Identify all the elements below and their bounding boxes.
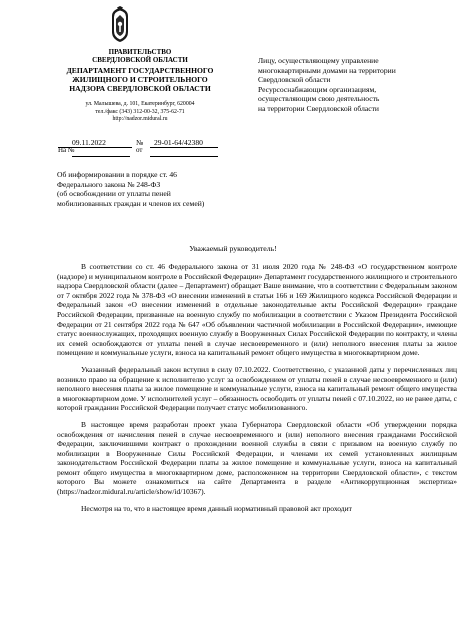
department-line-1: ДЕПАРТАМЕНТ ГОСУДАРСТВЕННОГО — [66, 66, 214, 75]
department-line-3: НАДЗОРА СВЕРДЛОВСКОЙ ОБЛАСТИ — [69, 84, 211, 93]
government-line-2: СВЕРДЛОВСКОЙ ОБЛАСТИ — [92, 56, 188, 64]
reference-number-label: На № — [58, 146, 75, 154]
letter-date: 09.11.2022 — [72, 138, 106, 147]
greeting: Уважаемый руководитель! — [189, 244, 277, 253]
body-paragraph: Указанный федеральный закон вступил в силу 07.10.2022. Соответственно, с указанной даты у перечисленных лиц возникло право на обращение к исполнителю услуг за освобождением от уплаты пеней в случае несвоевременного и (или) неполного внесения платы за жилое помещение и коммунальные услуги, взноса на капитальный ремонт общего имущества в многоквартирном доме. У исполнителей услуг – обязанность освободить от уплаты пеней с 07.10.2022, но не ранее даты, с которой гражданин Российской Федерации получает статус мобилизованного. — [57, 364, 457, 413]
letter-number: 29-01-64/42380 — [154, 138, 203, 147]
address-line-3: http://nadzor.midural.ru — [112, 116, 168, 122]
department-address — [40, 101, 240, 124]
subject-line: Об информировании в порядке ст. 46 — [57, 170, 177, 179]
number-underline — [150, 147, 218, 148]
address-line-1: ул. Малышева, д. 101, Екатеринбург, 620004 — [85, 101, 195, 107]
government-line-1: ПРАВИТЕЛЬСТВО — [108, 48, 172, 56]
reference-number-underline — [72, 156, 130, 157]
recipient-line: многоквартирными домами на территории — [258, 65, 396, 75]
body-paragraph: В настоящее время разработан проект указа Губернатора Свердловской области «Об утверждении порядка освобождения от начисления пеней в случае несвоевременного и (или) неполного внесения гражданами Российской Федерации, заключившими контракт о прохождении военной службы в связи с призывом на военную службу по мобилизации в Вооруженные Силы Российской Федерации, и членами их семей установленных жилищным законодательством Российской Федерации платы за жилое помещение и коммунальные услуги, взноса на капитальный ремонт общего имущества в многоквартирном доме, расположенном на территории Свердловской области», с текстом которого Вы можете ознакомиться на сайте Департамента в разделе «Антикоррупционная экспертиза» (https://nadzor.midural.ru/article/show/id/10367). — [57, 419, 457, 497]
government-title — [40, 48, 240, 64]
number-sign: № — [136, 138, 144, 147]
address-line-2: тел./факс (343) 312-00-32, 375-62-71 — [95, 108, 185, 115]
letter-subject — [57, 170, 277, 208]
recipient-line: Ресурсоснабжающим организациям, — [258, 84, 377, 94]
coat-of-arms-icon — [109, 6, 131, 44]
letter-body — [57, 262, 457, 520]
recipient-line: осуществляющим свою деятельность — [258, 94, 380, 104]
reference-date-label: от — [136, 146, 143, 154]
body-paragraph: Несмотря на то, что в настоящее время данный нормативный правовой акт проходит — [81, 503, 352, 513]
department-line-2: ЖИЛИЩНОГО И СТРОИТЕЛЬНОГО — [72, 75, 208, 84]
subject-line: Федерального закона № 248-ФЗ — [57, 179, 161, 189]
recipient-block — [258, 56, 458, 114]
recipient-line: Лицу, осуществляющему управление — [258, 56, 379, 65]
department-title — [40, 66, 240, 93]
subject-line: мобилизованных граждан и членов их семей) — [57, 198, 205, 208]
body-paragraph: В соответствии со ст. 46 Федерального закона от 31 июля 2020 года № 248-ФЗ «О государственном контроле (надзоре) и муниципальном контроле в Российской Федерации» Департамент государственного жилищного и строительного надзора Свердловской области (далее – Департамент) обращает Ваше внимание, что в соответствии с Федеральным законом от 7 октября 2022 года № 378-ФЗ «О внесении изменений в статьи 166 и 169 Жилищного кодекса Российской Федерации и Федеральный закон «О внесении изменений в отдельные законодательные акты Российской Федерации» граждане Российской Федерации, призванные на военную службу по мобилизации в соответствии с Указом Президента Российской Федерации от 21 сентября 2022 года № 647 «Об объявлении частичной мобилизации в Российской Федерации», имеющие статус военнослужащих, проходящих военную службу в Вооруженных Силах Российской Федерации по контракту, и члены их семей освобождаются от уплаты пеней в случае несвоевременного и (или) неполного внесения платы за жилое помещение и коммунальные услуги, взноса на капитальный ремонт общего имущества в многоквартирном доме. — [57, 262, 457, 358]
recipient-line: на территории Свердловской области — [258, 103, 379, 113]
reference-date-underline — [150, 156, 218, 157]
recipient-line: Свердловской области — [258, 75, 331, 85]
subject-line: (об освобождении от уплаты пеней — [57, 189, 171, 199]
